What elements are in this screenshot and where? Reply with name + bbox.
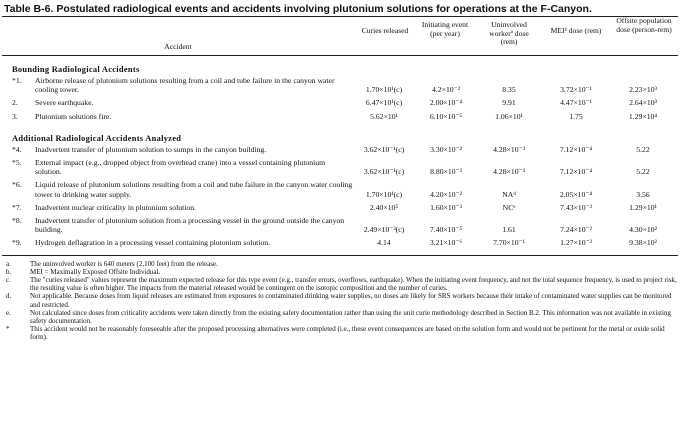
footnote	[6, 292, 678, 308]
frequency-value: 6.10×10⁻⁵	[429, 111, 463, 121]
table-row	[2, 158, 678, 180]
header-mei-dose: MEIᵇ dose (rem)	[550, 26, 602, 35]
mei-dose-value: 7.43×10⁻³	[560, 202, 592, 212]
frequency-value: 3.30×10⁻²	[430, 144, 462, 154]
offsite-dose-value: 2.23×10³	[629, 85, 657, 95]
footnote	[6, 325, 678, 341]
mei-dose-value: 7.24×10⁻²	[560, 225, 592, 235]
header-offsite-dose: Offsite population dose (person-rem)	[616, 16, 672, 34]
table-row	[2, 98, 678, 111]
row-number: *5.	[12, 157, 22, 167]
accident-description: Airborne release of plutonium solutions resulting from a coil and tube failure in the canyon water cooling tower.	[35, 76, 335, 95]
curies-value: 3.62×10⁻¹(c)	[363, 167, 405, 177]
worker-dose-value: NCᵉ	[502, 202, 516, 212]
footnote-text: The uninvolved worker is 640 meters (2,100 feet) from the release.	[30, 259, 218, 268]
column-header-row	[2, 17, 678, 55]
header-frequency: Initiating event (per year)	[421, 20, 469, 38]
frequency-value: 1.60×10⁻³	[430, 202, 462, 212]
footnote-text: Not applicable. Because doses from liquid releases are estimated from exposures to contaminated drinking water supplies, no doses are likely for SRS workers because their intake of contaminated water supplies can be monitored and restricted.	[30, 292, 672, 309]
curies-value: 1.70×10¹(c)	[365, 85, 403, 95]
footnote-mark: e.	[6, 308, 11, 317]
footnote-text: The "curies released" values represent the maximum expected release for this type event (e.g., transfer errors, overflows, earthquake). When the initiating event frequency, and not the total sequence frequency, is used to project risk, the resulting value is often higher. The impacts from the material released would be contingent on the isotopic composition and the number of curies.	[30, 275, 677, 293]
offsite-dose-value: 1.29×10⁴	[628, 111, 658, 121]
footnote-mark: a.	[6, 259, 11, 268]
frequency-value: 3.21×10⁻⁶	[429, 238, 463, 248]
worker-dose-value: NAᵈ	[502, 189, 516, 199]
table-document	[2, 2, 678, 342]
offsite-dose-value: 9.38×10²	[629, 238, 657, 248]
mei-dose-value: 1.75	[569, 111, 583, 121]
frequency-value: 7.40×10⁻⁵	[429, 225, 463, 235]
footnote-mark: *	[6, 325, 10, 334]
table-row	[2, 76, 678, 98]
worker-dose-value: 8.35	[502, 85, 516, 95]
worker-dose-value: 9.91	[502, 98, 516, 108]
accident-description: Severe earthquake.	[35, 98, 94, 108]
row-number: *1.	[12, 76, 22, 85]
frequency-value: 4.20×10⁻²	[430, 189, 462, 199]
accident-description: External impact (e.g., dropped object from overhead crane) into a vessel containing plutonium solution.	[35, 157, 326, 177]
mei-dose-value: 7.12×10⁻⁴	[559, 144, 593, 154]
footnote-mark: d.	[6, 292, 12, 301]
footnote-mark: c.	[6, 275, 11, 284]
row-number: *9.	[12, 238, 22, 248]
footnote-text: Not calculated since doses from criticality accidents were taken directly from the existing safety documentation rather than using the unit curie methodology described in Section B.2. This information was not available in existing safety documentation.	[30, 308, 671, 325]
accident-description: Inadvertent nuclear criticality in plutonium solution.	[35, 202, 196, 212]
curies-value: 6.47×10¹(c)	[365, 98, 403, 108]
accident-description: Plutonium solutions fire.	[35, 111, 112, 121]
curies-value: 5.62×10¹	[370, 111, 398, 121]
curies-value: 4.14	[377, 238, 391, 248]
frequency-value: 2.00×10⁻⁴	[429, 98, 463, 108]
mei-dose-value: 3.72×10⁻¹	[560, 85, 592, 95]
curies-value: 2.40×10⁵	[369, 202, 399, 212]
offsite-dose-value: 5.22	[636, 167, 650, 177]
header-curies: Curies released	[361, 26, 409, 35]
mei-dose-value: 4.47×10⁻¹	[560, 98, 592, 108]
footnote	[6, 309, 678, 325]
header-accident: Accident	[164, 42, 192, 51]
header-rule	[2, 55, 678, 56]
mei-dose-value: 2.05×10⁻⁴	[559, 189, 593, 199]
row-number: 2.	[12, 98, 18, 108]
row-number: *4.	[12, 144, 22, 154]
footnote-mark: b.	[6, 267, 12, 276]
table-body	[2, 64, 678, 252]
table-row	[2, 203, 678, 216]
accident-description: Inadvertent transfer of plutonium solution from a processing vessel in the ground outside the canyon building.	[35, 215, 345, 235]
offsite-dose-value: 3.56	[636, 189, 650, 199]
footnote-text: MEI = Maximally Exposed Offsite Individual.	[30, 267, 161, 276]
accident-description: Liquid release of plutonium solutions resulting from a coil and tube failure in the canyon water cooling tower to drinking water supply.	[35, 180, 353, 199]
curies-value: 1.70×10¹(c)	[365, 189, 403, 199]
curies-value: 3.62×10⁻¹(c)	[363, 144, 405, 154]
footnote	[6, 268, 678, 276]
section-heading: Bounding Radiological Accidents	[12, 65, 140, 74]
row-number: *6.	[12, 180, 22, 190]
table-row	[2, 112, 678, 125]
offsite-dose-value: 5.22	[636, 144, 650, 154]
mei-dose-value: 7.12×10⁻⁴	[559, 167, 593, 177]
accident-description: Inadvertent transfer of plutonium solution to sumps in the canyon building.	[35, 144, 267, 154]
accident-description: Hydrogen deflagration in a processing vessel containing plutonium solution.	[35, 238, 271, 248]
header-worker-dose: Uninvolved workerª dose (rem)	[489, 20, 529, 47]
offsite-dose-value: 2.64×10³	[629, 98, 657, 108]
worker-dose-value: 1.61	[502, 225, 516, 235]
worker-dose-value: 4.28×10⁻³	[493, 167, 525, 177]
curies-value: 2.49×10⁻³(c)	[363, 225, 405, 235]
frequency-value: 8.80×10⁻³	[430, 167, 462, 177]
footnote	[6, 260, 678, 268]
table-row	[2, 238, 678, 251]
table-row	[2, 180, 678, 202]
row-number: *7.	[12, 202, 22, 212]
footnotes	[2, 260, 678, 342]
worker-dose-value: 1.06×10¹	[495, 111, 523, 121]
bottom-rule	[2, 255, 678, 256]
footnote	[6, 276, 678, 292]
table-row	[2, 145, 678, 158]
offsite-dose-value: 4.30×10²	[629, 225, 657, 235]
table-row	[2, 216, 678, 238]
footnote-text: This accident would not be reasonably foreseeable after the proposed processing alternatives were completed (i.e., these event consequences are based on the solution form and would not be pertinent for the metal or oxide solid form).	[30, 325, 665, 342]
worker-dose-value: 4.28×10⁻³	[493, 144, 525, 154]
section-heading: Additional Radiological Accidents Analyzed	[12, 133, 182, 143]
table-title: Table B-6. Postulated radiological events and accidents involving plutonium solutions for operations at the F-Canyon.	[4, 3, 592, 15]
frequency-value: 4.2×10⁻²	[432, 85, 460, 95]
mei-dose-value: 1.27×10⁻³	[560, 238, 592, 248]
row-number: *8.	[12, 215, 22, 225]
row-number: 3.	[12, 111, 18, 121]
offsite-dose-value: 1.29×10¹	[629, 202, 657, 212]
worker-dose-value: 7.70×10⁻¹	[493, 238, 525, 248]
